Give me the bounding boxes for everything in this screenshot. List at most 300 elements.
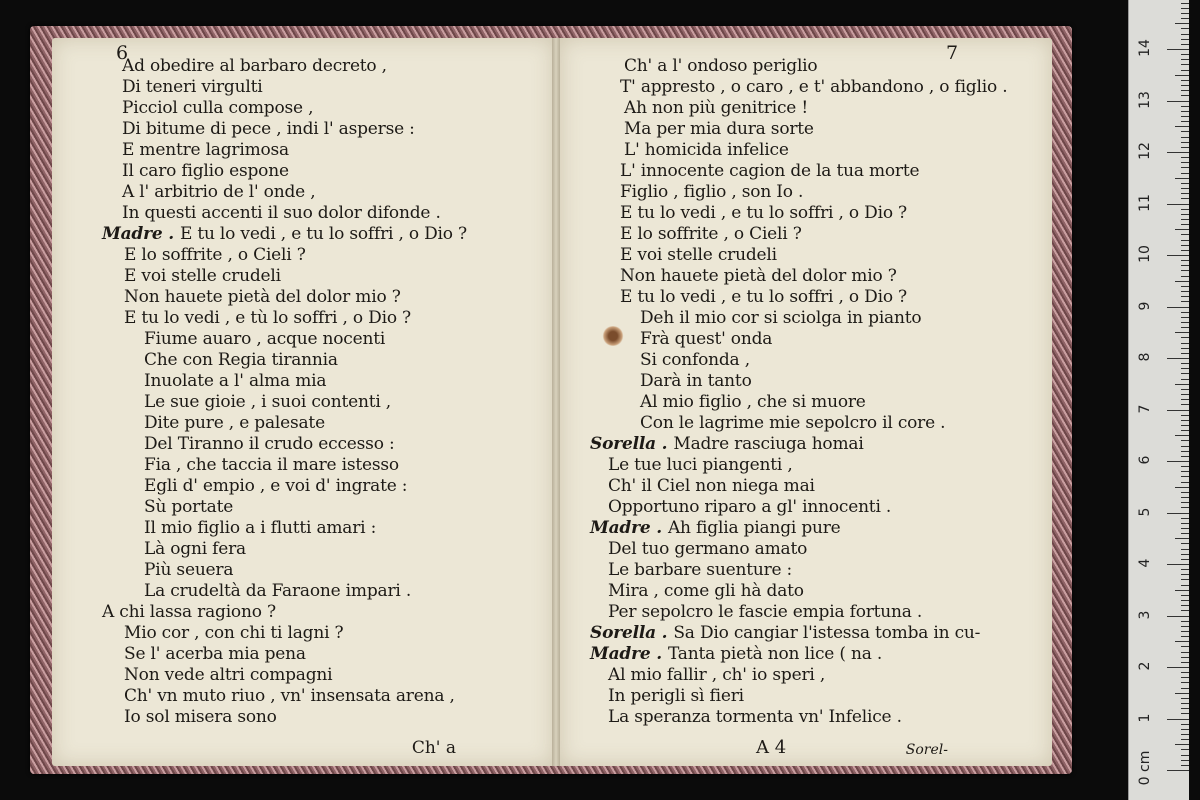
ruler-tick	[1181, 523, 1189, 524]
ruler-tick	[1181, 198, 1189, 199]
ruler-number: 8	[1137, 352, 1153, 362]
text-line	[560, 707, 1052, 728]
ruler-tick	[1181, 142, 1189, 143]
ruler-tick	[1181, 394, 1189, 395]
ruler-tick	[1181, 549, 1189, 550]
ruler-unit-label: 0 cm	[1137, 750, 1153, 786]
text-line	[560, 644, 1052, 665]
ruler-tick	[1181, 569, 1189, 570]
right-page-text	[560, 56, 1052, 728]
text-line	[52, 518, 554, 539]
ruler-tick	[1167, 770, 1189, 771]
ruler-tick	[1181, 18, 1189, 19]
line-text: Là ogni fera	[144, 539, 246, 559]
text-line	[52, 140, 554, 161]
ruler-tick	[1175, 538, 1189, 539]
ruler-tick	[1181, 188, 1189, 189]
text-line	[52, 434, 554, 455]
text-line	[560, 350, 1052, 371]
line-text: Egli d' empio , e voi d' ingrate :	[144, 476, 408, 496]
speaker-label: Sorella .	[590, 434, 668, 454]
line-text: Più seuera	[144, 560, 234, 580]
ruler-tick	[1181, 440, 1189, 441]
ruler-tick	[1181, 415, 1189, 416]
ruler-tick	[1181, 250, 1189, 251]
text-line	[52, 56, 554, 77]
text-line	[52, 602, 554, 623]
ruler-tick	[1181, 466, 1189, 467]
text-line	[52, 539, 554, 560]
right-page-number: 7	[946, 42, 959, 64]
line-text: Al mio fallir , ch' io speri ,	[608, 665, 826, 685]
ruler-tick	[1181, 270, 1189, 271]
ruler-tick	[1181, 579, 1189, 580]
text-line	[560, 56, 1052, 77]
ruler-tick	[1181, 688, 1189, 689]
text-line	[52, 686, 554, 707]
ruler-tick	[1181, 173, 1189, 174]
text-line	[52, 77, 554, 98]
text-line	[560, 98, 1052, 119]
text-line	[560, 623, 1052, 644]
ruler-tick	[1181, 209, 1189, 210]
text-line	[52, 392, 554, 413]
ruler-tick	[1181, 610, 1189, 611]
line-text: Non hauete pietà del dolor mio ?	[620, 266, 897, 286]
ruler-number: 5	[1137, 507, 1153, 516]
ruler-tick	[1181, 70, 1189, 71]
text-line	[560, 224, 1052, 245]
line-text: Di bitume di pece , indi l' asperse :	[122, 119, 415, 139]
text-line	[52, 98, 554, 119]
line-text: Che con Regia tirannia	[144, 350, 338, 370]
text-line	[560, 560, 1052, 581]
line-text: E voi stelle crudeli	[124, 266, 281, 286]
ruler-tick	[1181, 739, 1189, 740]
line-text: A l' arbitrio de l' onde ,	[122, 182, 316, 202]
speaker-label: Sorella .	[590, 623, 668, 643]
ruler-tick	[1181, 34, 1189, 35]
text-line	[560, 245, 1052, 266]
line-text: E voi stelle crudeli	[620, 245, 777, 265]
line-text: Ma per mia dura sorte	[624, 119, 814, 139]
line-text: E tu lo vedi , e tu lo soffri , o Dio ?	[620, 203, 907, 223]
text-line	[52, 581, 554, 602]
ruler-tick	[1181, 343, 1189, 344]
line-text: Picciol culla compose ,	[122, 98, 314, 118]
line-text: T' appresto , o caro , e t' abbandono , o figlio .	[620, 77, 1008, 97]
ruler-tick	[1175, 126, 1189, 127]
left-page-text	[52, 56, 554, 728]
text-line	[560, 266, 1052, 287]
ruler-tick	[1181, 286, 1189, 287]
text-line	[52, 644, 554, 665]
signature-mark: A 4	[756, 737, 787, 758]
line-text: Opportuno riparo a gl' innocenti .	[608, 497, 892, 517]
ruler-tick	[1181, 59, 1189, 60]
text-line	[52, 329, 554, 350]
line-text: Le tue luci piangenti ,	[608, 455, 793, 475]
ruler-number: 9	[1137, 301, 1153, 310]
text-line	[560, 413, 1052, 434]
text-line	[52, 161, 554, 182]
ruler-tick	[1181, 662, 1189, 663]
ruler-tick	[1181, 677, 1189, 678]
ruler-tick	[1175, 332, 1189, 333]
ruler-tick	[1181, 322, 1189, 323]
ruler-number: 6	[1137, 455, 1153, 465]
text-line	[52, 371, 554, 392]
ruler-tick	[1181, 121, 1189, 122]
ruler-tick	[1167, 616, 1189, 617]
ruler-tick	[1181, 507, 1189, 508]
ruler-tick	[1167, 719, 1189, 720]
ruler-tick	[1167, 461, 1189, 462]
ruler-tick	[1181, 8, 1189, 9]
ruler-tick	[1181, 605, 1189, 606]
ruler-tick	[1181, 420, 1189, 421]
line-text: Le barbare suenture :	[608, 560, 793, 580]
ruler-tick	[1181, 451, 1189, 452]
ruler-number: 7	[1137, 404, 1153, 413]
ruler-tick	[1181, 404, 1189, 405]
line-text: La speranza tormenta vn' Infelice .	[608, 707, 902, 727]
ruler-tick	[1181, 724, 1189, 725]
ruler-tick	[1167, 255, 1189, 256]
ruler-tick	[1175, 487, 1189, 488]
line-text: Se l' acerba mia pena	[124, 644, 306, 664]
text-line	[560, 161, 1052, 182]
ruler-tick	[1181, 708, 1189, 709]
speaker-label: Madre .	[590, 644, 662, 664]
ruler-tick	[1181, 64, 1189, 65]
ruler-number: 2	[1137, 661, 1153, 671]
ruler-tick	[1181, 167, 1189, 168]
left-catchword: Ch' a	[411, 738, 456, 758]
ruler-tick	[1181, 533, 1189, 534]
line-text: Ch' il Ciel non niega mai	[608, 476, 815, 496]
text-line	[52, 413, 554, 434]
line-text: Figlio , figlio , son Io .	[620, 182, 804, 202]
line-text: Il mio figlio a i flutti amari :	[144, 518, 377, 538]
ruler-tick	[1181, 543, 1189, 544]
ruler-tick	[1181, 631, 1189, 632]
text-line	[52, 182, 554, 203]
ruler-tick	[1181, 219, 1189, 220]
line-text: La crudeltà da Faraone impari .	[144, 581, 412, 601]
ruler-tick	[1175, 229, 1189, 230]
text-line	[560, 119, 1052, 140]
ruler-number: 4	[1137, 558, 1153, 568]
ruler-tick	[1167, 410, 1189, 411]
line-text: In perigli sì fieri	[608, 686, 744, 706]
line-text: Inuolate a l' alma mia	[144, 371, 327, 391]
ruler-tick	[1181, 137, 1189, 138]
text-line	[560, 140, 1052, 161]
ruler-tick	[1181, 95, 1189, 96]
line-text: Di teneri virgulti	[122, 77, 263, 97]
ruler-tick	[1181, 90, 1189, 91]
line-text: Sa Dio cangiar l'istessa tomba in cu-	[673, 623, 981, 643]
ruler-tick	[1181, 425, 1189, 426]
speaker-label: Madre .	[590, 518, 662, 538]
line-text: E lo soffrite , o Cieli ?	[124, 245, 306, 265]
ruler-tick	[1181, 3, 1189, 4]
ruler-tick	[1181, 749, 1189, 750]
ruler-tick	[1175, 693, 1189, 694]
ruler-tick	[1181, 80, 1189, 81]
text-line	[52, 665, 554, 686]
ruler-tick	[1181, 363, 1189, 364]
ruler-tick	[1181, 296, 1189, 297]
text-line	[52, 455, 554, 476]
ruler-tick	[1181, 554, 1189, 555]
ruler-tick	[1181, 240, 1189, 241]
ruler-tick	[1181, 291, 1189, 292]
ruler-number: 12	[1137, 142, 1153, 160]
text-line	[560, 77, 1052, 98]
ruler-tick	[1181, 379, 1189, 380]
text-line	[560, 182, 1052, 203]
ruler-tick	[1181, 260, 1189, 261]
ruler-number: 1	[1137, 713, 1153, 722]
ruler-tick	[1181, 317, 1189, 318]
line-text: Non vede altri compagni	[124, 665, 333, 685]
text-line	[560, 455, 1052, 476]
text-line	[52, 224, 554, 245]
ruler-tick	[1181, 657, 1189, 658]
ruler-tick	[1181, 44, 1189, 45]
ruler-tick	[1181, 157, 1189, 158]
text-line	[52, 497, 554, 518]
ruler-tick	[1181, 502, 1189, 503]
text-line	[560, 434, 1052, 455]
line-text: Ch' a l' ondoso periglio	[624, 56, 818, 76]
ruler-tick	[1175, 590, 1189, 591]
line-text: Madre rasciuga homai	[673, 434, 864, 454]
ruler-tick	[1181, 162, 1189, 163]
line-text: Si confonda ,	[640, 350, 750, 370]
ruler-tick	[1175, 281, 1189, 282]
ruler-tick	[1167, 49, 1189, 50]
ruler-tick	[1181, 147, 1189, 148]
text-line	[52, 308, 554, 329]
ruler-tick	[1167, 101, 1189, 102]
ruler-number: 13	[1137, 90, 1153, 109]
ruler-tick	[1181, 765, 1189, 766]
line-text: Deh il mio cor si sciolga in pianto	[640, 308, 922, 328]
ruler-tick	[1181, 574, 1189, 575]
ruler-tick	[1181, 646, 1189, 647]
text-line	[52, 623, 554, 644]
ruler-tick	[1181, 518, 1189, 519]
ruler-tick	[1181, 85, 1189, 86]
line-text: In questi accenti il suo dolor difonde .	[122, 203, 441, 223]
line-text: Darà in tanto	[640, 371, 752, 391]
ruler-number: 3	[1137, 610, 1153, 619]
ruler-tick	[1181, 703, 1189, 704]
text-line	[560, 686, 1052, 707]
line-text: Tanta pietà non lice ( na .	[667, 644, 883, 664]
line-text: E mentre lagrimosa	[122, 140, 289, 160]
ruler-tick	[1167, 513, 1189, 514]
line-text: Per sepolcro le fascie empia fortuna .	[608, 602, 923, 622]
text-line	[52, 119, 554, 140]
ruler-tick	[1181, 28, 1189, 29]
ruler-tick	[1181, 54, 1189, 55]
line-text: Con le lagrime mie sepolcro il core .	[640, 413, 946, 433]
text-line	[52, 707, 554, 728]
line-text: Fiume auaro , acque nocenti	[144, 329, 386, 349]
line-text: Io sol misera sono	[124, 707, 277, 727]
ruler-tick	[1181, 389, 1189, 390]
ruler-tick	[1167, 152, 1189, 153]
line-text: A chi lassa ragiono ?	[102, 602, 276, 622]
ruler-tick	[1181, 698, 1189, 699]
ruler-tick	[1181, 214, 1189, 215]
ruler-tick	[1167, 204, 1189, 205]
text-line	[560, 203, 1052, 224]
ruler-tick	[1181, 456, 1189, 457]
ruler-tick	[1175, 641, 1189, 642]
ruler-tick	[1181, 183, 1189, 184]
ruler-tick	[1181, 39, 1189, 40]
ruler-number: 10	[1137, 245, 1153, 263]
line-text: Ch' vn muto riuo , vn' insensata arena ,	[124, 686, 455, 706]
ruler-tick	[1181, 672, 1189, 673]
ruler-tick	[1181, 595, 1189, 596]
ruler-tick	[1181, 621, 1189, 622]
ruler-tick	[1181, 729, 1189, 730]
ruler-tick	[1181, 446, 1189, 447]
text-line	[560, 371, 1052, 392]
ruler-tick	[1181, 276, 1189, 277]
ruler-tick	[1181, 600, 1189, 601]
speaker-label: Madre .	[102, 224, 174, 244]
ruler-tick	[1181, 682, 1189, 683]
line-text: Frà quest' onda	[640, 329, 773, 349]
ruler-tick	[1181, 368, 1189, 369]
line-text: E lo soffrite , o Cieli ?	[620, 224, 802, 244]
ruler-tick	[1181, 373, 1189, 374]
right-page	[560, 38, 1052, 766]
ruler-tick	[1181, 471, 1189, 472]
text-line	[560, 497, 1052, 518]
ruler-tick	[1181, 636, 1189, 637]
left-page-number: 6	[116, 42, 129, 64]
ruler-tick	[1181, 528, 1189, 529]
ruler-tick	[1181, 482, 1189, 483]
text-line	[560, 602, 1052, 623]
text-line	[52, 266, 554, 287]
text-line	[52, 560, 554, 581]
line-text: E tu lo vedi , e tu lo soffri , o Dio ?	[179, 224, 467, 244]
ruler-tick	[1181, 312, 1189, 313]
text-line	[52, 350, 554, 371]
text-line	[560, 308, 1052, 329]
text-line	[52, 287, 554, 308]
text-line	[560, 581, 1052, 602]
ruler-tick	[1175, 435, 1189, 436]
line-text: E tu lo vedi , e tù lo soffri , o Dio ?	[124, 308, 411, 328]
ruler-tick	[1175, 75, 1189, 76]
ruler-tick	[1181, 301, 1189, 302]
text-line	[560, 518, 1052, 539]
ruler-tick	[1167, 667, 1189, 668]
text-line	[560, 392, 1052, 413]
text-line	[560, 287, 1052, 308]
ruler-tick	[1181, 131, 1189, 132]
text-line	[560, 329, 1052, 350]
ruler-tick	[1167, 564, 1189, 565]
line-text: Mira , come gli hà dato	[608, 581, 804, 601]
ruler-tick	[1181, 713, 1189, 714]
ruler-tick	[1175, 23, 1189, 24]
text-line	[560, 476, 1052, 497]
line-text: E tu lo vedi , e tu lo soffri , o Dio ?	[620, 287, 907, 307]
ruler-tick	[1181, 492, 1189, 493]
text-line	[52, 476, 554, 497]
ruler-tick	[1181, 760, 1189, 761]
line-text: Del tuo germano amato	[608, 539, 808, 559]
left-page	[52, 38, 554, 766]
ruler-tick	[1181, 327, 1189, 328]
right-catchword: Sorel-	[905, 742, 948, 758]
ruler-tick	[1181, 234, 1189, 235]
text-line	[560, 539, 1052, 560]
line-text: Ah figlia piangi pure	[667, 518, 841, 538]
ruler-tick	[1181, 116, 1189, 117]
ruler-tick	[1181, 353, 1189, 354]
ruler-tick	[1181, 265, 1189, 266]
ruler-number: 14	[1137, 39, 1153, 57]
line-text: Sù portate	[144, 497, 234, 517]
ruler-tick	[1181, 111, 1189, 112]
ruler-tick	[1181, 626, 1189, 627]
ruler-tick	[1181, 755, 1189, 756]
ruler-tick	[1181, 559, 1189, 560]
line-text: Al mio figlio , che si muore	[640, 392, 866, 412]
ruler-tick	[1181, 224, 1189, 225]
ruler-tick	[1181, 245, 1189, 246]
ruler-tick	[1175, 744, 1189, 745]
line-text: Non hauete pietà del dolor mio ?	[124, 287, 401, 307]
ruler-tick	[1181, 652, 1189, 653]
line-text: Le sue gioie , i suoi contenti ,	[144, 392, 391, 412]
ruler-tick	[1175, 384, 1189, 385]
ruler-tick	[1181, 430, 1189, 431]
ruler-tick	[1167, 307, 1189, 308]
line-text: Il caro figlio espone	[122, 161, 289, 181]
measurement-ruler	[1128, 0, 1189, 800]
ruler-tick	[1181, 193, 1189, 194]
line-text: Del Tiranno il crudo eccesso :	[144, 434, 395, 454]
text-line	[560, 665, 1052, 686]
ruler-tick	[1181, 337, 1189, 338]
ruler-tick	[1181, 497, 1189, 498]
text-line	[52, 245, 554, 266]
ruler-tick	[1181, 734, 1189, 735]
ruler-tick	[1181, 476, 1189, 477]
line-text: Fia , che taccia il mare istesso	[144, 455, 399, 475]
line-text: L' homicida infelice	[624, 140, 789, 160]
line-text: Mio cor , con chi ti lagni ?	[124, 623, 344, 643]
line-text: Ah non più genitrice !	[624, 98, 808, 118]
line-text: L' innocente cagion de la tua morte	[620, 161, 920, 181]
ruler-tick	[1181, 106, 1189, 107]
ruler-tick	[1181, 585, 1189, 586]
ruler-tick	[1181, 348, 1189, 349]
